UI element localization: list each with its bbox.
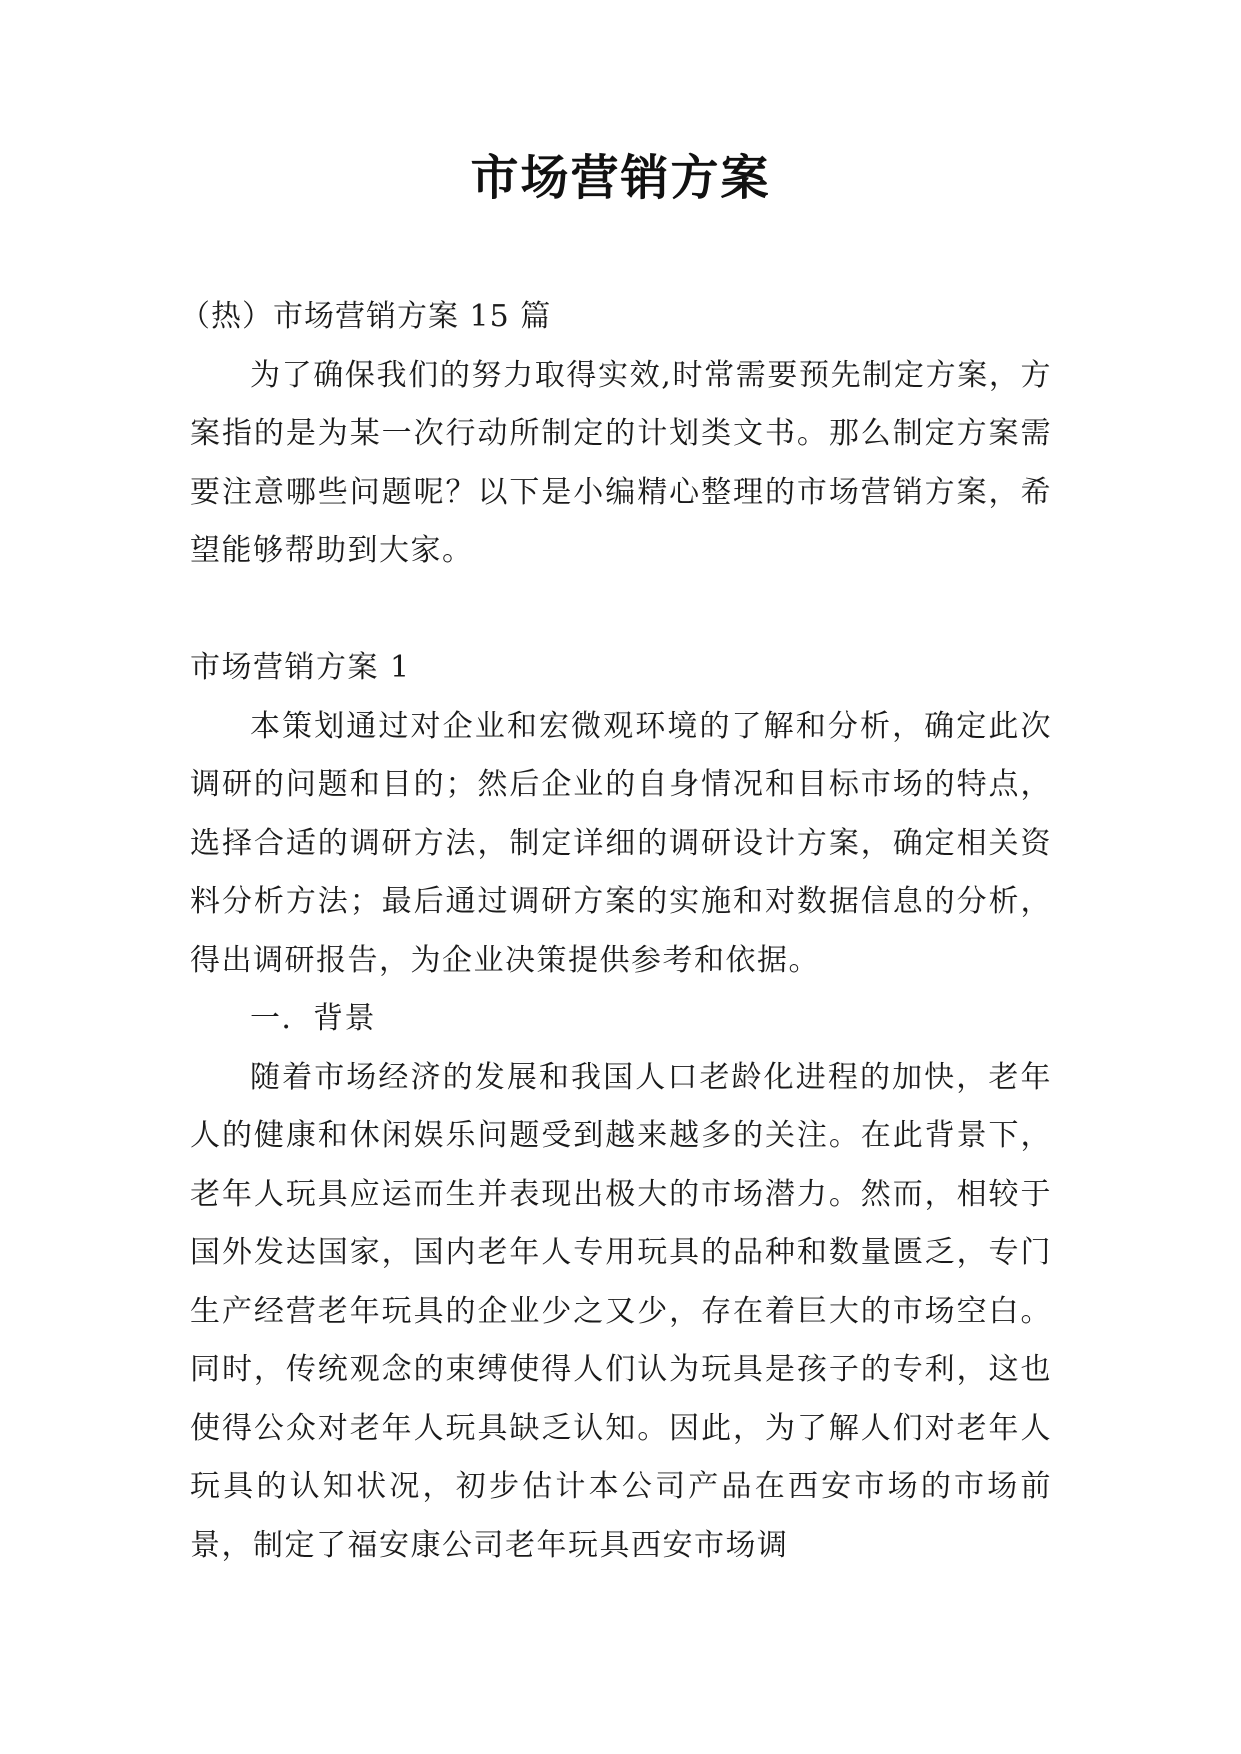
section-paragraph: 本策划通过对企业和宏微观环境的了解和分析，确定此次调研的问题和目的；然后企业的自身情况和目标市场的特点，选择合适的调研方法，制定详细的调研设计方案，确定相关资料分析方法；最后通过调研方案的实施和对数据信息的分析，得出调研报告，为企业决策提供参考和依据。 xyxy=(190,708,1052,978)
document-body xyxy=(180,288,1052,1575)
document-subtitle: （热）市场营销方案 15 篇 xyxy=(180,299,552,334)
background-heading: 一．背景 xyxy=(250,1001,376,1036)
intro-paragraph: 为了确保我们的努力取得实效,时常需要预先制定方案，方案指的是为某一次行动所制定的计划类文书。那么制定方案需要注意哪些问题呢？以下是小编精心整理的市场营销方案，希望能够帮助到大家。 xyxy=(190,357,1052,568)
paragraph-spacer xyxy=(190,581,1052,640)
section-heading: 市场营销方案 1 xyxy=(190,650,411,685)
page-title: 市场营销方案 xyxy=(470,150,771,206)
background-paragraph: 随着市场经济的发展和我国人口老龄化进程的加快，老年人的健康和休闲娱乐问题受到越来越多的关注。在此背景下，老年人玩具应运而生并表现出极大的市场潜力。然而，相较于国外发达国家，国内老年人专用玩具的品种和数量匮乏，专门生产经营老年玩具的企业少之又少，存在着巨大的市场空白。同时，传统观念的束缚使得人们认为玩具是孩子的专利，这也使得公众对老年人玩具缺乏认知。因此，为了解人们对老年人玩具的认知状况，初步估计本公司产品在西安市场的市场前景，制定了福安康公司老年玩具西安市场调 xyxy=(190,1059,1052,1563)
